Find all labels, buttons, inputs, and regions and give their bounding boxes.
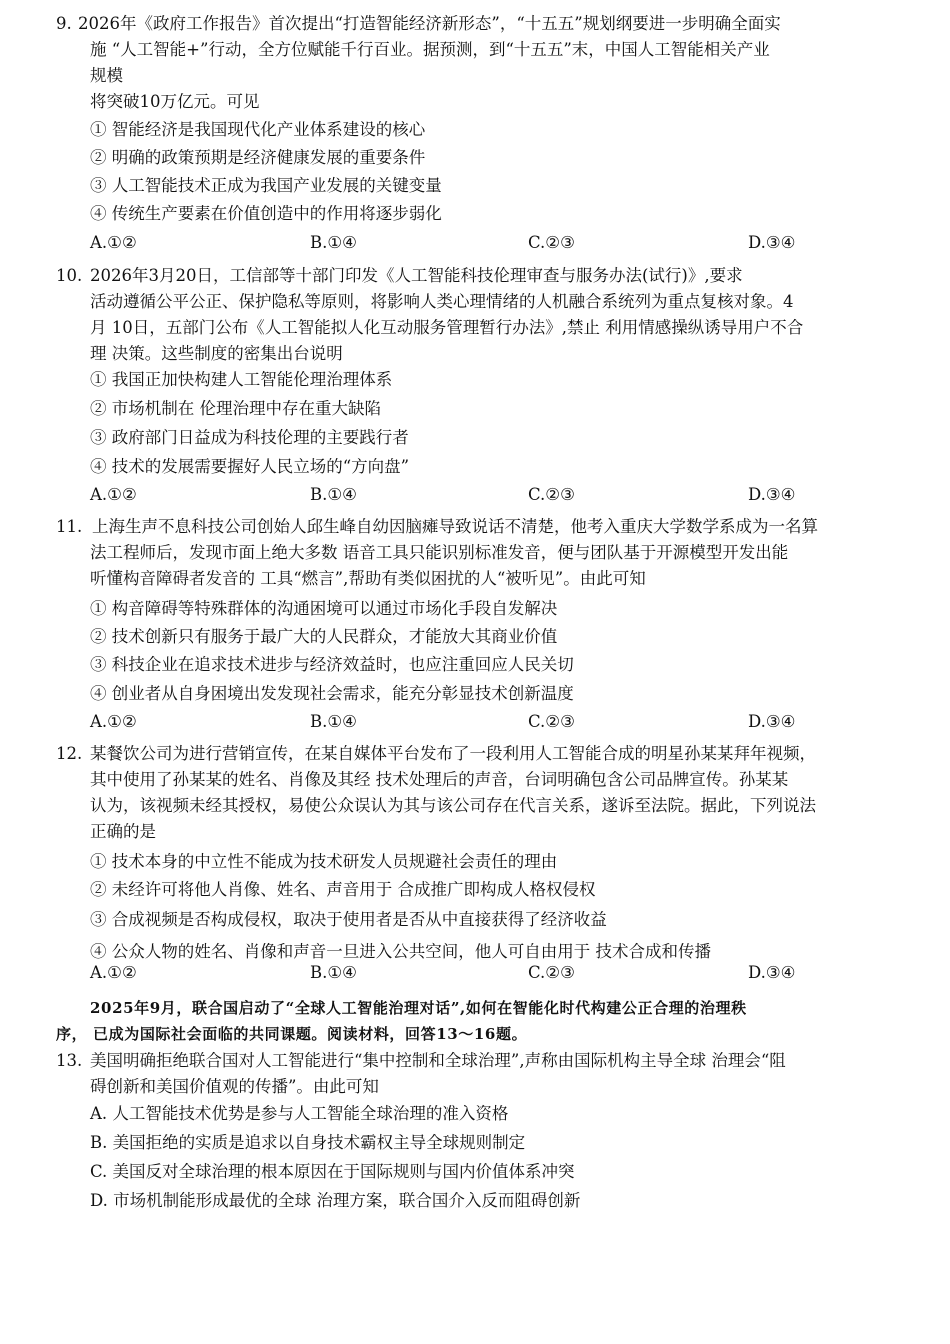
answer-options: [90, 712, 890, 736]
question-stem-line: 听懂构音障碍者发音的 工具“燃言”,帮助有类似困扰的人“被听见”。由此可知: [90, 569, 646, 588]
option-c[interactable]: C. 美国反对全球治理的根本原因在于国际规则与国内价值体系冲突: [90, 1162, 575, 1181]
option-b[interactable]: B.①④: [310, 712, 357, 731]
option-d[interactable]: D.③④: [748, 712, 796, 731]
option-d[interactable]: D. 市场机制能形成最优的全球 治理方案，联合国介入反而阻碍创新: [90, 1191, 581, 1210]
option-c[interactable]: C.②③: [528, 712, 575, 731]
statement-3: ③ 政府部门日益成为科技伦理的主要践行者: [90, 428, 409, 447]
question-number: 11.: [56, 517, 83, 536]
option-b[interactable]: B.①④: [310, 233, 357, 252]
question-stem-line: 上海生声不息科技公司创始人邱生峰自幼因脑瘫导致说话不清楚，他考入重庆大学数学系成为一名算: [92, 517, 818, 536]
statement-4: ④ 传统生产要素在价值创造中的作用将逐步弱化: [90, 204, 442, 223]
question-stem-line: 理 决策。这些制度的密集出台说明: [90, 344, 343, 363]
statement-1: ① 我国正加快构建人工智能伦理治理体系: [90, 370, 393, 389]
question-number: 13.: [56, 1051, 83, 1070]
answer-options: [90, 233, 890, 257]
question-stem-line: 认为，该视频未经其授权，易使公众误认为其与该公司存在代言关系，遂诉至法院。据此，下列说法: [90, 796, 816, 815]
question-stem-line: 规模: [90, 66, 123, 85]
option-a[interactable]: A.①②: [90, 963, 137, 982]
statement-4: ④ 技术的发展需要握好人民立场的“方向盘”: [90, 457, 410, 476]
question-stem-line: 将突破10万亿元。可见: [90, 92, 260, 111]
answer-options: [90, 963, 890, 987]
statement-2: ② 未经许可将他人肖像、姓名、声音用于 合成推广即构成人格权侵权: [90, 880, 596, 899]
statement-1: ① 构音障碍等特殊群体的沟通困境可以通过市场化手段自发解决: [90, 599, 558, 618]
statement-2: ② 技术创新只有服务于最广大的人民群众，才能放大其商业价值: [90, 627, 558, 646]
question-stem-line: 美国明确拒绝联合国对人工智能进行“集中控制和全球治理”,声称由国际机构主导全球 治理会“阻: [90, 1051, 786, 1070]
statement-3: ③ 人工智能技术正成为我国产业发展的关键变量: [90, 176, 442, 195]
question-stem-line: 某餐饮公司为进行营销宣传，在某自媒体平台发布了一段利用人工智能合成的明星孙某某拜年视频，: [90, 744, 816, 763]
option-d[interactable]: D.③④: [748, 233, 796, 252]
option-d[interactable]: D.③④: [748, 485, 796, 504]
question-stem-line: 其中使用了孙某某的姓名、肖像及其经 技术处理后的声音，台词明确包含公司品牌宣传。孙某某: [90, 770, 789, 789]
option-c[interactable]: C.②③: [528, 963, 575, 982]
statement-4: ④ 公众人物的姓名、肖像和声音一旦进入公共空间，他人可自由用于 技术合成和传播: [90, 942, 711, 961]
question-stem-line: 碍创新和美国价值观的传播”。由此可知: [90, 1077, 379, 1096]
option-b[interactable]: B.①④: [310, 485, 357, 504]
question-stem-line: 正确的是: [90, 822, 156, 841]
option-a[interactable]: A.①②: [90, 712, 137, 731]
question-stem-line: 2026年3月20日，工信部等十部门印发《人工智能科技伦理审查与服务办法(试行)》,要求: [90, 266, 743, 285]
material-intro-line: 序， 已成为国际社会面临的共同课题。阅读材料，回答13～16题。: [56, 1025, 528, 1043]
question-number: 12.: [56, 744, 83, 763]
question-stem-line: 活动遵循公平公正、保护隐私等原则，将影响人类心理情绪的人机融合系统列为重点复核对象。4: [90, 292, 794, 311]
option-a[interactable]: A.①②: [90, 233, 137, 252]
option-c[interactable]: C.②③: [528, 485, 575, 504]
statement-4: ④ 创业者从自身困境出发发现社会需求，能充分彰显技术创新温度: [90, 684, 574, 703]
option-a[interactable]: A. 人工智能技术优势是参与人工智能全球治理的准入资格: [90, 1104, 509, 1123]
option-c[interactable]: C.②③: [528, 233, 575, 252]
option-b[interactable]: B.①④: [310, 963, 357, 982]
statement-2: ② 明确的政策预期是经济健康发展的重要条件: [90, 148, 426, 167]
statement-1: ① 智能经济是我国现代化产业体系建设的核心: [90, 120, 426, 139]
option-b[interactable]: B. 美国拒绝的实质是追求以自身技术霸权主导全球规则制定: [90, 1133, 526, 1152]
statement-3: ③ 科技企业在追求技术进步与经济效益时，也应注重回应人民关切: [90, 655, 574, 674]
statement-3: ③ 合成视频是否构成侵权，取决于使用者是否从中直接获得了经济收益: [90, 910, 607, 929]
question-stem-line: 法工程师后，发现市面上绝大多数 语音工具只能识别标准发音，便与团队基于开源模型开发出能: [90, 543, 789, 562]
answer-options: [90, 485, 890, 509]
question-number: 10.: [56, 266, 83, 285]
option-a[interactable]: A.①②: [90, 485, 137, 504]
statement-2: ② 市场机制在 伦理治理中存在重大缺陷: [90, 399, 381, 418]
question-stem-line: 2026年《政府工作报告》首次提出“打造智能经济新形态”，“十五五”规划纲要进一步明确全面实: [78, 14, 781, 33]
material-intro-line: 2025年9月，联合国启动了“全球人工智能治理对话”,如何在智能化时代构建公正合理的治理秩: [90, 999, 747, 1017]
question-stem-line: 施 “人工智能+”行动，全方位赋能千行百业。据预测，到“十五五”末，中国人工智能相关产业: [90, 40, 770, 59]
question-stem-line: 月 10日，五部门公布《人工智能拟人化互动服务管理暂行办法》,禁止 利用情感操纵诱导用户不合: [90, 318, 804, 337]
question-number: 9.: [56, 14, 72, 33]
statement-1: ① 技术本身的中立性不能成为技术研发人员规避社会责任的理由: [90, 852, 558, 871]
option-d[interactable]: D.③④: [748, 963, 796, 982]
